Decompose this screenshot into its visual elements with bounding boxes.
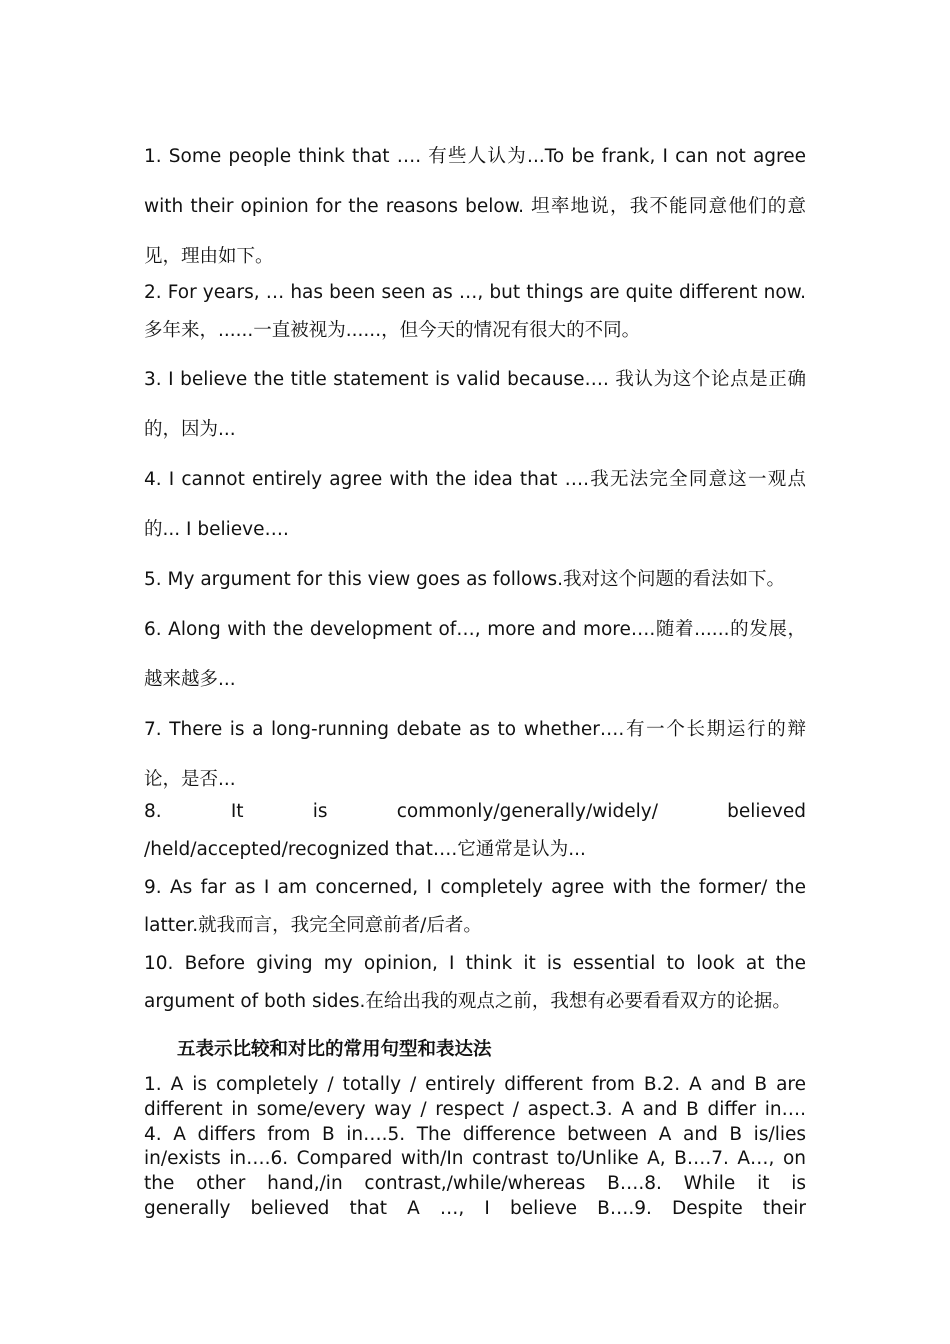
comparison-line: the other hand,/in contrast,/while/whereas B….8. While it is bbox=[144, 1173, 806, 1195]
section-heading: 五表示比较和对比的常用句型和表达法 bbox=[177, 1039, 492, 1060]
phrase-5: 5. My argument for this view goes as follows.我对这个问题的看法如下。 bbox=[144, 569, 786, 590]
comparison-paragraph bbox=[144, 1073, 806, 1222]
phrase-3: 3. I believe the title statement is valid because…. 我认为这个论点是正确的，因为... bbox=[144, 369, 806, 440]
comparison-line: 1. A is completely / totally / entirely different from B.2. A and B are bbox=[144, 1074, 806, 1095]
phrase-7: 7. There is a long-running debate as to whether….有一个长期运行的辩论，是否... bbox=[144, 719, 806, 790]
phrase-4: 4. I cannot entirely agree with the idea that ….我无法完全同意这一观点的... I believe…. bbox=[144, 469, 806, 540]
phrase-6: 6. Along with the development of…, more and more….随着......的发展，越来越多... bbox=[144, 619, 806, 690]
phrase-8-line-2: /held/accepted/recognized that….它通常是认为... bbox=[144, 839, 586, 860]
comparison-line: generally believed that A …, I believe B….9. Despite their bbox=[144, 1197, 806, 1219]
comparison-line: in/exists in….6. Compared with/In contrast to/Unlike A, B….7. A…, on bbox=[144, 1148, 806, 1170]
comparison-line: 4. A differs from B in….5. The difference between A and B is/lies bbox=[144, 1123, 806, 1145]
phrase-1: 1. Some people think that …. 有些人认为...To be frank, I can not agree with their opinion for the reasons below. 坦率地说，我不能同意他们的意见，理由如下。 bbox=[144, 146, 806, 267]
phrase-2: 2. For years, … has been seen as …, but things are quite different now.多年来，......一直被视为......，但今天的情况有很大的不同。 bbox=[144, 282, 806, 341]
phrase-9: 9. As far as I am concerned, I completely agree with the former/ the latter.就我而言，我完全同意前者/后者。 bbox=[144, 877, 806, 936]
comparison-line: different in some/every way / respect / aspect.3. A and B differ in…. bbox=[144, 1098, 806, 1120]
phrase-8-line-1: 8. It is commonly/generally/widely/ believed bbox=[144, 801, 806, 822]
phrase-10: 10. Before giving my opinion, I think it is essential to look at the argument of both sides.在给出我的观点之前，我想有必要看看双方的论据。 bbox=[144, 953, 806, 1012]
document-page bbox=[144, 132, 806, 1222]
